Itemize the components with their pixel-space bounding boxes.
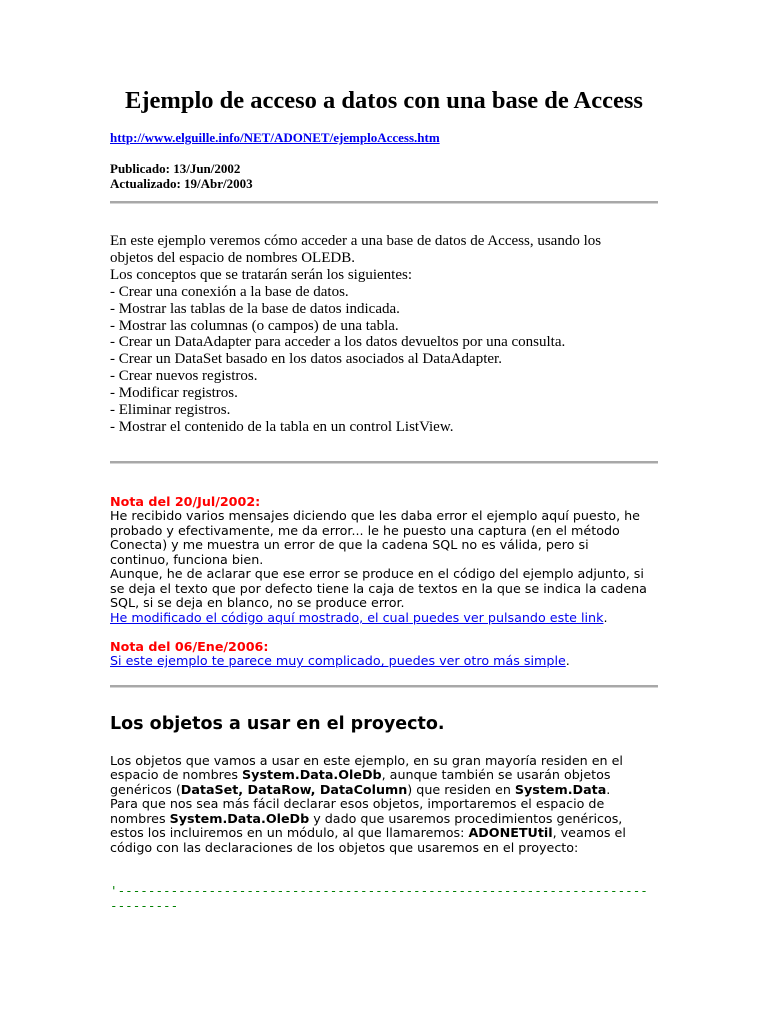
intro-line: objetos del espacio de nombres OLEDB. [110, 249, 355, 266]
code-comment-line: '---------------------------------------------------------------------- [110, 883, 648, 899]
intro-list-item: - Modificar registros. [110, 385, 238, 402]
paragraph-line [110, 812, 658, 827]
section-paragraph [110, 754, 658, 856]
intro-list-item: - Mostrar las columnas (o campos) de una tabla. [110, 317, 399, 334]
text-run: y dado que usaremos procedimientos genéricos, [309, 810, 623, 826]
paragraph-line [110, 783, 658, 798]
module-name: ADONETUtil [468, 825, 553, 841]
text-run: Para que nos sea más fácil declarar esos objetos, importaremos el espacio de [110, 796, 605, 812]
text-run: . [606, 781, 611, 797]
text-run: Los objetos que vamos a usar en este ejemplo, en su gran mayoría residen en el [110, 752, 623, 768]
note-line: se deja el texto que por defecto tiene la caja de textos en la que se indica la cadena [110, 580, 647, 596]
intro-list-item: - Mostrar el contenido de la tabla en un control ListView. [110, 418, 454, 435]
note-title: Nota del 20/Jul/2002: [110, 493, 261, 509]
note-line: Aunque, he de aclarar que ese error se produce en el código del ejemplo adjunto, si [110, 566, 644, 582]
note-link-line [110, 611, 658, 626]
code-comment-line: --------- [110, 898, 179, 914]
intro-list-item: - Eliminar registros. [110, 402, 231, 419]
updated-date: Actualizado: 19/Abr/2003 [110, 175, 253, 191]
note-line: He recibido varios mensajes diciendo que les daba error el ejemplo aquí puesto, he [110, 508, 640, 524]
intro-paragraph [110, 233, 658, 436]
page-title: Ejemplo de acceso a datos con una base de Access [125, 87, 643, 114]
link-period: . [565, 653, 570, 669]
source-url [110, 130, 658, 146]
intro-line: Los conceptos que se tratarán serán los siguientes: [110, 266, 412, 283]
section-heading: Los objetos a usar en el proyecto. [110, 713, 445, 734]
class-names: DataSet, DataRow, DataColumn [180, 781, 408, 797]
paragraph-line [110, 754, 658, 769]
link-period: . [603, 609, 608, 625]
note-link-line [110, 654, 658, 669]
paragraph-line [110, 841, 658, 856]
horizontal-rule [110, 201, 658, 204]
code-block [110, 883, 658, 913]
notes-section [110, 495, 658, 669]
intro-list-item: - Crear una conexión a la base de datos. [110, 283, 349, 300]
intro-line: En este ejemplo veremos cómo acceder a una base de datos de Access, usando los [110, 233, 602, 249]
note-line: Conecta) y me muestra un error de que la cadena SQL no es válida, pero si [110, 537, 589, 553]
text-run: , aunque también se usarán objetos [381, 767, 611, 783]
text-run: genéricos ( [110, 781, 181, 797]
namespace-name: System.Data.OleDb [169, 810, 310, 826]
paragraph-line [110, 768, 658, 783]
text-run: ) que residen en [407, 781, 515, 797]
note-line: continuo, funciona bien. [110, 551, 264, 567]
intro-list-item: - Mostrar las tablas de la base de datos indicada. [110, 300, 400, 317]
published-date: Publicado: 13/Jun/2002 [110, 161, 241, 176]
intro-list-item: - Crear un DataAdapter para acceder a los datos devueltos por una consulta. [110, 334, 566, 351]
text-run: nombres [110, 810, 170, 826]
text-run: código con las declaraciones de los objetos que usaremos en el proyecto: [110, 839, 579, 855]
text-run: espacio de nombres [110, 767, 243, 783]
publication-dates [110, 162, 658, 191]
intro-list-item: - Crear nuevos registros. [110, 368, 258, 385]
intro-list-item: - Crear un DataSet basado en los datos asociados al DataAdapter. [110, 351, 502, 368]
paragraph-line [110, 797, 658, 812]
spacer [110, 625, 658, 640]
text-run: , veamos el [552, 825, 626, 841]
note-title: Nota del 06/Ene/2006: [110, 638, 269, 654]
horizontal-rule [110, 685, 658, 688]
namespace-name: System.Data [514, 781, 607, 797]
horizontal-rule [110, 461, 658, 464]
simpler-example-link[interactable]: Si este ejemplo te parece muy complicado, puedes ver otro más simple [110, 653, 566, 669]
source-url-link[interactable]: http://www.elguille.info/NET/ADONET/ejemploAccess.htm [110, 130, 440, 145]
paragraph-line [110, 826, 658, 841]
note-line: SQL, si se deja en blanco, no se produce error. [110, 595, 405, 611]
text-run: estos los incluiremos en un módulo, al que llamaremos: [110, 825, 469, 841]
namespace-name: System.Data.OleDb [242, 767, 382, 783]
note-line: probado y efectivamente, me da error... le he puesto una captura (en el método [110, 522, 620, 538]
modified-code-link[interactable]: He modificado el código aquí mostrado, el cual puedes ver pulsando este link [110, 609, 604, 625]
